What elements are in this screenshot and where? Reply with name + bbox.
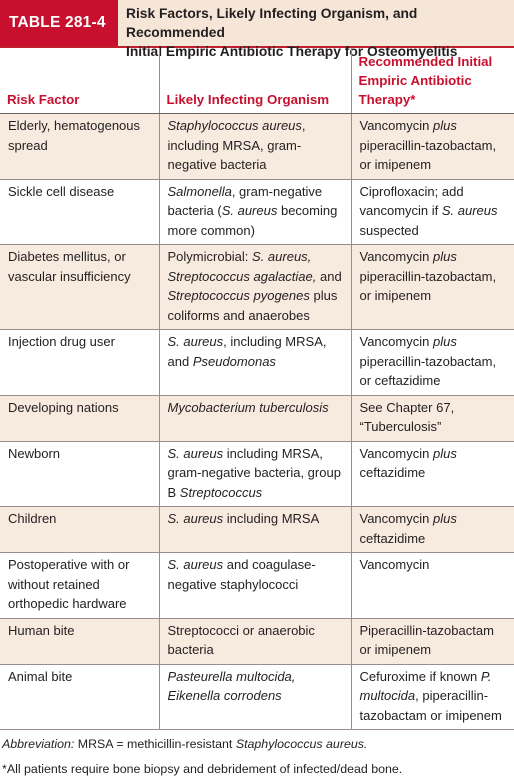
table-row (0, 114, 514, 180)
text-run: Streptococcus (179, 484, 263, 500)
table-row (0, 245, 514, 330)
text-run: S. aureus, Streptococcus agalactiae, (167, 249, 317, 284)
text-run: S. aureus (167, 557, 224, 572)
text-run: , including MRSA, gram-negative bacteria (167, 118, 306, 172)
text-run: S. aureus (167, 445, 224, 461)
text-run: plus (432, 511, 457, 526)
text-run: Abbreviation: (2, 737, 75, 751)
risk-factor-cell: Diabetes mellitus, or vascular insufficiency (0, 245, 159, 330)
organism-cell (159, 179, 351, 245)
text-run: Ciprofloxacin; add vancomycin if (359, 183, 464, 218)
table-row (0, 507, 514, 553)
text-run: P. multocida (359, 668, 492, 703)
column-header-therapy: Recommended Initial Empiric Antibiotic Therapy* (351, 48, 514, 114)
text-run: including MRSA (223, 511, 320, 526)
organism-cell (159, 618, 351, 664)
risk-factor-cell: Sickle cell disease (0, 179, 159, 245)
table-body (0, 114, 514, 730)
asterisk-footnote: *All patients require bone biopsy and debridement of infected/dead bone. (2, 762, 403, 776)
therapy-cell (351, 618, 514, 664)
text-run: becoming more common) (167, 203, 338, 238)
text-run: plus (432, 249, 457, 264)
text-run: Staphylococcus aureus (167, 118, 302, 133)
table-row (0, 330, 514, 396)
text-run: MRSA = methicillin-resistant (74, 737, 236, 751)
column-header-organism: Likely Infecting Organism (159, 48, 351, 114)
osteomyelitis-table (0, 48, 514, 730)
text-run: plus (432, 334, 457, 349)
table-row (0, 179, 514, 245)
text-run: Vancomycin (359, 511, 433, 526)
therapy-cell (351, 553, 514, 619)
text-run: plus (432, 445, 457, 461)
text-run: including MRSA, gram-negative bacteria, group B (167, 445, 341, 500)
text-run: Vancomycin (359, 445, 433, 461)
text-run: , including MRSA, and (167, 334, 327, 369)
text-run: , piperacillin-tazobactam or imipenem (359, 688, 502, 723)
risk-factor-cell: Children (0, 507, 159, 553)
risk-factor-cell: Animal bite (0, 664, 159, 730)
text-run: Pasteurella multocida, Eikenella corrodens (167, 668, 296, 703)
text-run: Streptococci or anaerobic bacteria (167, 622, 315, 657)
text-run: Streptococcus pyogenes (167, 288, 310, 303)
text-run: Vancomycin (359, 249, 433, 264)
table-row (0, 395, 514, 441)
abbreviation-footnote (2, 737, 367, 751)
table-row (0, 441, 514, 507)
table-title-bar (0, 0, 514, 59)
text-run: S. aureus (221, 203, 278, 218)
text-run: Cefuroxime if known (359, 668, 481, 684)
risk-factor-cell: Injection drug user (0, 330, 159, 396)
text-run: Vancomycin (359, 557, 430, 572)
text-run: suspected (359, 222, 419, 238)
table-row (0, 553, 514, 619)
text-run: S. aureus (167, 511, 224, 526)
organism-cell (159, 553, 351, 619)
therapy-cell (351, 245, 514, 330)
therapy-cell (351, 395, 514, 441)
text-run: Vancomycin (359, 334, 433, 349)
table-number-tag: TABLE 281-4 (0, 0, 118, 46)
column-header-risk-factor: Risk Factor (0, 48, 159, 114)
text-run: ceftazidime (359, 465, 426, 480)
organism-cell (159, 441, 351, 507)
therapy-cell (351, 664, 514, 730)
text-run: Staphylococcus aureus. (235, 737, 368, 751)
risk-factor-cell: Postoperative with or without retained orthopedic hardware (0, 553, 159, 619)
text-run: Salmonella (167, 183, 232, 199)
text-run: plus coliforms and anaerobes (167, 288, 338, 323)
text-run: Piperacillin-tazobactam or imipenem (359, 622, 494, 657)
table-row (0, 618, 514, 664)
table-title-line-1: Risk Factors, Likely Infecting Organism, and Recommended (126, 6, 418, 40)
therapy-cell (351, 330, 514, 396)
risk-factor-cell: Human bite (0, 618, 159, 664)
text-run: S. aureus (441, 203, 498, 218)
text-run: piperacillin-tazobactam, or imipenem (359, 137, 497, 172)
table-row (0, 664, 514, 730)
text-run: See Chapter 67, “Tuberculosis” (359, 399, 455, 434)
text-run: ceftazidime (359, 530, 426, 546)
text-run: and coagulase-negative staphylococci (167, 557, 316, 592)
risk-factor-cell: Newborn (0, 441, 159, 507)
risk-factor-cell: Developing nations (0, 395, 159, 441)
therapy-cell (351, 441, 514, 507)
organism-cell (159, 507, 351, 553)
table-header-row (0, 48, 514, 114)
text-run: , gram-negative bacteria ( (167, 183, 323, 218)
text-run: Pseudomonas (192, 353, 276, 369)
table-title-line-2: Initial Empiric Antibiotic Therapy for Osteomyelitis (126, 44, 458, 59)
therapy-cell (351, 179, 514, 245)
therapy-cell (351, 507, 514, 553)
organism-cell (159, 330, 351, 396)
text-run: Vancomycin (359, 118, 433, 133)
text-run: and (316, 268, 342, 284)
text-run: piperacillin-tazobactam, or ceftazidime (359, 353, 497, 388)
organism-cell (159, 395, 351, 441)
text-run: plus (432, 118, 457, 133)
risk-factor-cell: Elderly, hematogenous spread (0, 114, 159, 180)
text-run: Polymicrobial: (167, 249, 253, 264)
organism-cell (159, 245, 351, 330)
therapy-cell (351, 114, 514, 180)
organism-cell (159, 664, 351, 730)
text-run: Mycobacterium tuberculosis (167, 399, 329, 415)
text-run: piperacillin-tazobactam, or imipenem (359, 268, 497, 303)
text-run: S. aureus (167, 334, 224, 349)
organism-cell (159, 114, 351, 180)
